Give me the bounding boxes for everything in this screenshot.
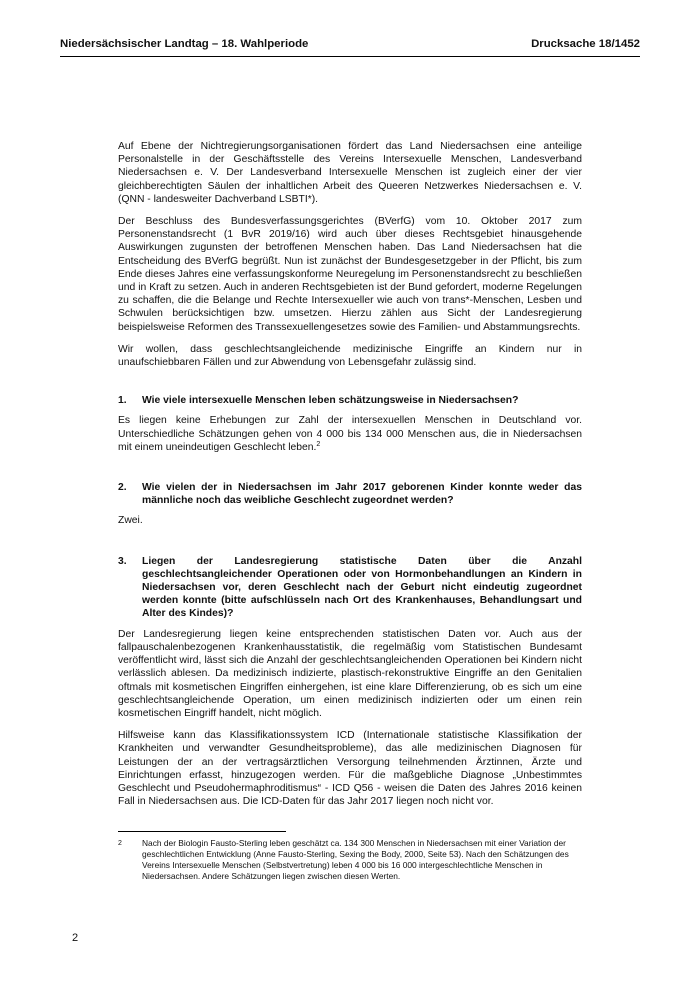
- answer-paragraph: Zwei.: [118, 515, 143, 527]
- question-text: Wie viele intersexuelle Menschen leben schätzungsweise in Niedersachsen?: [142, 395, 519, 407]
- document-body: [118, 140, 582, 817]
- intro-paragraph: Der Beschluss des Bundesverfassungsgerichtes (BVerfG) vom 10. Oktober 2017 zum Personenstandsrecht (1 BvR 2019/16) wird auch über dieses Rechtsgebiet hinausgehende Auswirkungen zugunsten der betroffenen Menschen haben. Das Land Niedersachsen hat die Entscheidung des BVerfG begrüßt. Nun ist zunächst der Bundesgesetzgeber in der Pflicht, bis zum Ende dieses Jahres eine verfassungskonforme Neuregelung im Personenstandsrecht zu beschließen und in Kraft zu setzen. Auch in anderen Rechtsgebieten ist der Bund gefordert, moderne Regelungen zu schaffen, die die Belange und Rechte Intersexueller wie auch von trans*-Menschen, Lesben und Schwulen berücksichtigen bzw. umsetzen. Hierzu zählen aus Sicht der Landesregierung beispielsweise Reformen des Transsexuellengesetzes sowie des Familien- und Abstammungsrechts.: [118, 216, 583, 333]
- question-number: 2.: [118, 482, 127, 494]
- header-divider: [60, 56, 640, 57]
- question-1: [118, 394, 582, 407]
- footnote-reference[interactable]: 2: [316, 440, 321, 448]
- answer-paragraph: [118, 414, 582, 454]
- question-number: 1.: [118, 395, 127, 407]
- footnote-text: Nach der Biologin Fausto-Sterling leben geschätzt ca. 134 300 Menschen in Niedersachsen mit einer Variation der geschlechtlichen Entwicklung (Anne Fausto-Sterling, Sexing the Body, 2000, Seite 53). Nach den Schätzungen des Vereins Intersexuelle Menschen (Selbstvertretung) leben 4 000 bis 16 000 intergeschlechtliche Menschen in Niedersachsen. Andere Schätzungen liegen zwischen diesen Werten.: [142, 838, 569, 881]
- intro-paragraph: Wir wollen, dass geschlechtsangleichende medizinische Eingriffe an Kindern nur in unaufschiebbaren Fällen und zur Abwendung von Lebensgefahr zulässig sind.: [118, 343, 582, 369]
- header-parliament-title: Niedersächsischer Landtag – 18. Wahlperiode: [60, 38, 309, 50]
- answer-paragraph: Hilfsweise kann das Klassifikationssystem ICD (Internationale statistische Klassifikation der Krankheiten und verwandter Gesundheitsprobleme), das alle medizinischen Diagnosen für Leistungen der an der vertragsärztlichen Versorgung teilnehmenden Ärztinnen, Ärzte und Einrichtungen erfasst, hinzugezogen werden. Für die maßgebliche Diagnose „Unbestimmtes Geschlecht und Pseudohermaphroditismus“ - ICD Q56 - weisen die Daten des Jahres 2016 keinen Fall in Niedersachsen aus. Die ICD-Daten für das Jahr 2017 liegen noch nicht vor.: [118, 730, 582, 808]
- page-header: [60, 38, 640, 50]
- answer-text: Es liegen keine Erhebungen zur Zahl der intersexuellen Menschen in Deutschland vor. Unterschiedliche Schätzungen gehen von 4 000 bis 134 000 Menschen aus, die in Niedersachsen mit einem uneindeutigen Geschlecht leben.: [118, 415, 582, 453]
- answer-paragraph: Der Landesregierung liegen keine entsprechenden statistischen Daten vor. Auch aus der fallpauschalenbezogenen Krankenhausstatistik, die regelmäßig vom Statistischen Bundesamt veröffentlicht wird, lässt sich die Anzahl der geschlechtsangleichenden Operationen bei Kindern nicht verlässlich ablesen. Da medizinisch indizierte, plastisch-rekonstruktive Eingriffe an den Genitalien oftmals mit kosmetischen Eingriffen einhergehen, ist eine klare Differenzierung, ob es sich um eine geschlechtsangleichende Operation, um einen medizinisch indizierten oder um einen rein kosmetischen Eingriff handelt, nicht möglich.: [118, 628, 582, 719]
- header-document-number: Drucksache 18/1452: [531, 38, 640, 50]
- question-3: [118, 555, 582, 621]
- footnote-divider: [118, 831, 286, 832]
- question-text: Liegen der Landesregierung statistische Daten über die Anzahl geschlechtsangleichender Operationen oder von Hormonbehandlungen an Kindern in Niedersachsen vor, deren Geschlecht nach der Geburt nicht eindeutig zugeordnet werden konnte (bitte aufschlüsseln nach Ort des Krankenhauses, Behandlungsart und Alter des Kindes)?: [142, 555, 582, 620]
- question-2: [118, 481, 582, 507]
- footnote: [118, 838, 582, 882]
- intro-paragraph: Auf Ebene der Nichtregierungsorganisationen fördert das Land Niedersachsen eine anteilige Personalstelle in der Geschäftsstelle des Vereins Intersexuelle Menschen, Landesverband Niedersachsen e. V. Der Landesverband Intersexuelle Menschen ist zugleich einer der vier gleichberechtigten Säulen der inhaltlichen Arbeit des Queeren Netzwerkes Niedersachsen e. V. (QNN - landesweiter Dachverband LSBTI*).: [118, 141, 582, 205]
- footnote-mark: 2: [118, 840, 122, 847]
- page-number: 2: [72, 932, 79, 944]
- question-number: 3.: [118, 555, 127, 567]
- question-text: Wie vielen der in Niedersachsen im Jahr 2017 geborenen Kinder konnte weder das männliche noch das weibliche Geschlecht zugeordnet werden?: [142, 482, 582, 507]
